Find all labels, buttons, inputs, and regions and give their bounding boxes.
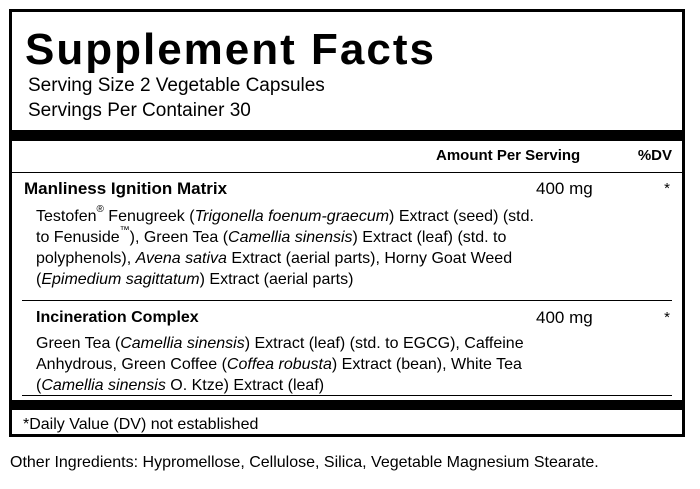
ingredient-text: Extract (aerial parts), Horny Goat Weed (	[36, 250, 513, 288]
thick-divider-bottom	[12, 400, 682, 410]
supplement-facts-panel	[9, 9, 685, 437]
blend-ingredients	[36, 206, 546, 290]
blend-amount: 400 mg	[536, 308, 593, 327]
blend-ingredients	[36, 333, 546, 396]
dv-header: %DV	[637, 147, 672, 164]
botanical-name: Camellia sinensis	[120, 335, 245, 352]
trademark-symbol: ®	[96, 204, 104, 215]
blend-name-incineration-complex: Incineration Complex	[36, 309, 199, 326]
blend-name-manliness-ignition-matrix: Manliness Ignition Matrix	[24, 179, 228, 198]
ingredient-text: ) Extract (bean), White Tea (	[36, 356, 522, 394]
thick-divider-top	[12, 130, 682, 141]
blend-amount: 400 mg	[536, 179, 593, 198]
amount-per-serving-header: Amount Per Serving	[436, 147, 581, 164]
ingredient-text: Testofen	[36, 208, 97, 225]
ingredient-text: ) Extract (leaf) (std. to EGCG), Caffeine Anhydrous, Green Coffee (	[36, 335, 524, 373]
ingredient-text: Fenugreek (	[103, 208, 195, 225]
daily-value-footnote: *Daily Value (DV) not established	[23, 416, 259, 433]
botanical-name: Camellia sinensis	[41, 377, 166, 394]
botanical-name: Camellia sinensis	[228, 229, 353, 246]
botanical-name: Trigonella foenum-graecum	[194, 208, 390, 225]
ingredient-text: ) Extract (leaf) (std. to polyphenols),	[36, 229, 507, 267]
blend-dv: *	[664, 180, 670, 197]
ingredient-text: O. Ktze) Extract (leaf)	[165, 377, 325, 394]
blend-dv: *	[664, 309, 670, 326]
panel-title: Supplement Facts	[25, 25, 436, 74]
blend-divider	[22, 300, 672, 301]
other-ingredients: Other Ingredients: Hypromellose, Cellulose, Silica, Vegetable Magnesium Stearate.	[10, 454, 599, 471]
serving-size: Serving Size 2 Vegetable Capsules	[28, 75, 325, 96]
botanical-name: Epimedium sagittatum	[41, 271, 200, 288]
header-divider	[12, 172, 682, 173]
botanical-name: Coffea robusta	[226, 356, 332, 373]
ingredient-text: Green Tea (	[36, 335, 121, 352]
trademark-symbol: ™	[119, 225, 130, 236]
servings-per-container: Servings Per Container 30	[28, 100, 251, 121]
ingredient-text: ) Extract (aerial parts)	[199, 271, 354, 288]
ingredient-text: ) Extract (seed) (std. to Fenuside	[36, 208, 534, 246]
botanical-name: Avena sativa	[135, 250, 227, 267]
ingredient-text: ), Green Tea (	[129, 229, 229, 246]
blend-divider-end	[22, 395, 672, 396]
